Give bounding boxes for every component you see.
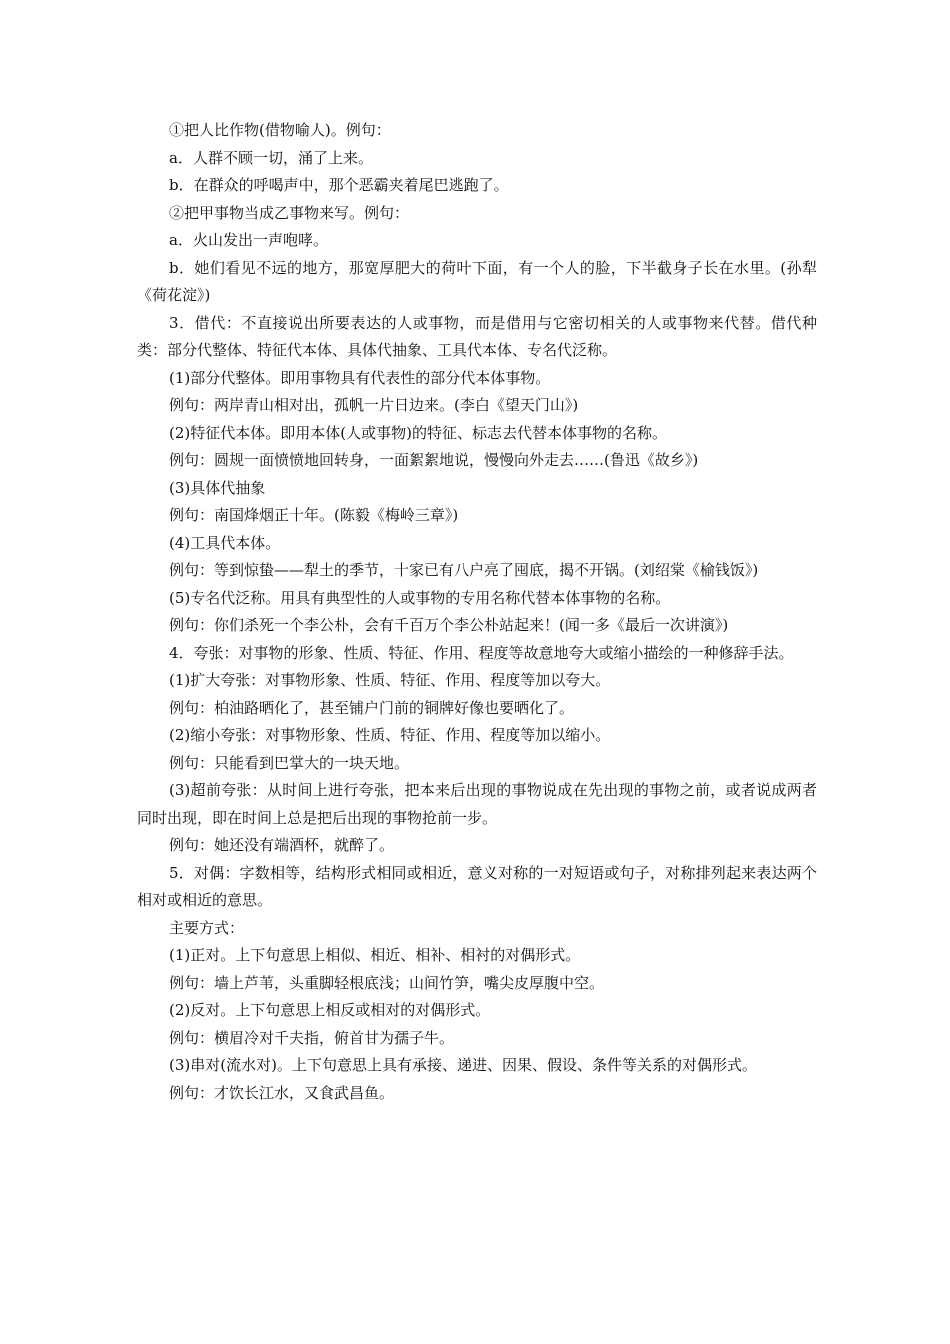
paragraph-object-as-object: ②把甲事物当成乙事物来写。例句： — [169, 203, 410, 222]
paragraph-metonymy-definition: 3．借代：不直接说出所要表达的人或事物，而是借用与它密切相关的人或事物来代替。借代种类：部分代整体、特征代本体、具体代抽象、工具代本体、专名代泛称。 — [137, 313, 817, 359]
paragraph-example: 例句：横眉冷对千夫指，俯首甘为孺子牛。 — [169, 1028, 455, 1047]
paragraph-example: 例句：南国烽烟正十年。(陈毅《梅岭三章》) — [169, 506, 459, 524]
paragraph-example-a: a．人群不顾一切，涌了上来。 — [169, 148, 373, 167]
paragraph-main-forms: 主要方式： — [169, 918, 245, 937]
paragraph-flowing-couplet: (3)串对(流水对)。上下句意思上具有承接、递进、因果、假设、条件等关系的对偶形式。 — [169, 1056, 757, 1074]
paragraph-example: 例句：两岸青山相对出，孤帆一片日边来。(李白《望天门山》) — [169, 396, 579, 414]
paragraph-positive-couplet: (1)正对。上下句意思上相似、相近、相补、相衬的对偶形式。 — [169, 946, 581, 964]
paragraph-example: 例句：你们杀死一个李公朴，会有千百万个李公朴站起来！(闻一多《最后一次讲演》) — [169, 616, 729, 634]
paragraph-example: 例句：只能看到巴掌大的一块天地。 — [169, 753, 410, 772]
paragraph-concrete-for-abstract: (3)具体代抽象 — [169, 478, 266, 497]
paragraph-proper-name-for-general: (5)专名代泛称。用具有典型性的人或事物的专用名称代替本体事物的名称。 — [169, 588, 671, 607]
paragraph-advancing-hyperbole: (3)超前夸张：从时间上进行夸张，把本来后出现的事物说成在先出现的事物之前，或者说成两者同时出现，即在时间上总是把后出现的事物抢前一步。 — [137, 781, 817, 827]
paragraph-enlarging-hyperbole: (1)扩大夸张：对事物形象、性质、特征、作用、程度等加以夸大。 — [169, 671, 611, 689]
paragraph-example: 例句：圆规一面愤愤地回转身，一面絮絮地说，慢慢向外走去……(鲁迅《故乡》) — [169, 451, 699, 469]
paragraph-example-a: a．火山发出一声咆哮。 — [169, 231, 328, 249]
paragraph-example: 例句：墙上芦苇，头重脚轻根底浅；山间竹笋，嘴尖皮厚腹中空。 — [169, 973, 605, 992]
paragraph-part-for-whole: (1)部分代整体。即用事物具有代表性的部分代本体事物。 — [169, 368, 551, 387]
paragraph-example: 例句：柏油路晒化了，甚至铺户门前的铜牌好像也要晒化了。 — [169, 698, 575, 717]
paragraph-example-b: b．在群众的呼喝声中，那个恶霸夹着尾巴逃跑了。 — [169, 176, 509, 194]
paragraph-shrinking-hyperbole: (2)缩小夸张：对事物形象、性质、特征、作用、程度等加以缩小。 — [169, 726, 611, 744]
paragraph-tool-for-entity: (4)工具代本体。 — [169, 533, 281, 552]
paragraph-hyperbole-definition: 4．夸张：对事物的形象、性质、特征、作用、程度等故意地夸大或缩小描绘的一种修辞手法。 — [169, 643, 794, 662]
paragraph-example: 例句：她还没有端酒杯，就醉了。 — [169, 836, 395, 854]
paragraph-example: 例句：才饮长江水，又食武昌鱼。 — [169, 1083, 395, 1102]
paragraph-antithesis-definition: 5．对偶：字数相等，结构形式相同或相近，意义对称的一对短语或句子，对称排列起来表达两个相对或相近的意思。 — [137, 863, 817, 909]
paragraph-example: 例句：等到惊蛰——犁土的季节，十家已有八户亮了囤底，揭不开锅。(刘绍棠《榆钱饭》) — [169, 561, 759, 579]
paragraph-example-b: b．她们看见不远的地方，那宽厚肥大的荷叶下面，有一个人的脸，下半截身子长在水里。(孙犁《荷花淀》) — [137, 258, 817, 304]
document-page — [137, 117, 817, 1107]
paragraph-opposite-couplet: (2)反对。上下句意思上相反或相对的对偶形式。 — [169, 1001, 491, 1019]
paragraph-metaphor-person-as-object: ①把人比作物(借物喻人)。例句： — [169, 121, 391, 139]
paragraph-feature-for-entity: (2)特征代本体。即用本体(人或事物)的特征、标志去代替本体事物的名称。 — [169, 423, 667, 442]
